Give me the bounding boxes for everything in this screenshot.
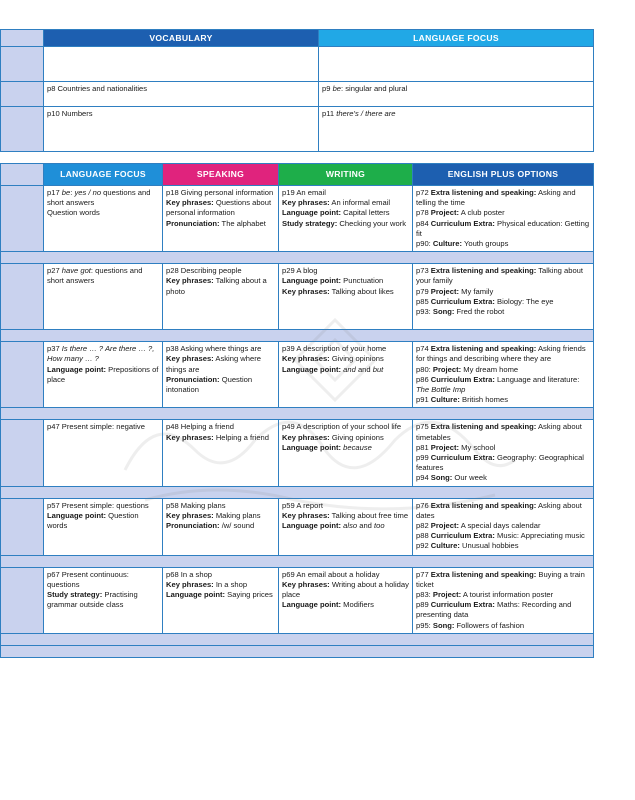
language-focus-cell: p27 have got: questions and short answers bbox=[44, 264, 163, 330]
header-language-focus-top: LANGUAGE FOCUS bbox=[319, 30, 594, 47]
unit-label-blank bbox=[1, 186, 44, 252]
english-plus-cell: p77 Extra listening and speaking: Buying a train ticket p83: Project: A tourist information poster p89 Curriculum Extra: Maths: Recording and presenting data p95: Song: Followers of fashion bbox=[413, 567, 594, 633]
header-language-focus: LANGUAGE FOCUS bbox=[44, 164, 163, 186]
language-focus-cell: p11 there's / there are bbox=[319, 107, 594, 152]
header-writing: WRITING bbox=[279, 164, 413, 186]
english-plus-cell: p75 Extra listening and speaking: Asking about timetables p81 Project: My school p99 Curriculum Extra: Geography: Geographical features p94 Song: Our week bbox=[413, 420, 594, 486]
writing-cell: p29 A blog Language point: Punctuation Key phrases: Talking about likes bbox=[279, 264, 413, 330]
unit-label-blank bbox=[1, 498, 44, 555]
unit-label-blank bbox=[1, 420, 44, 486]
unit-row bbox=[1, 186, 594, 252]
unit-separator-band bbox=[1, 555, 594, 567]
speaking-cell: p18 Giving personal information Key phrases: Questions about personal information Pronunciation: The alphabet bbox=[163, 186, 279, 252]
main-header-blank bbox=[1, 164, 44, 186]
unit-row bbox=[1, 498, 594, 555]
unit-row bbox=[1, 342, 594, 408]
writing-cell: p39 A description of your home Key phrases: Giving opinions Language point: and and but bbox=[279, 342, 413, 408]
unit-label-blank bbox=[1, 264, 44, 330]
unit-separator-band bbox=[1, 645, 594, 657]
speaking-cell: p28 Describing people Key phrases: Talking about a photo bbox=[163, 264, 279, 330]
unit-label-blank bbox=[1, 342, 44, 408]
speaking-cell: p68 In a shop Key phrases: In a shop Language point: Saying prices bbox=[163, 567, 279, 633]
unit-separator-band bbox=[1, 252, 594, 264]
language-focus-cell: p47 Present simple: negative bbox=[44, 420, 163, 486]
writing-cell: p19 An email Key phrases: An informal email Language point: Capital letters Study strategy: Checking your work bbox=[279, 186, 413, 252]
unit-row bbox=[1, 567, 594, 633]
top-contents-table bbox=[0, 29, 594, 152]
language-focus-cell: p57 Present simple: questions Language point: Question words bbox=[44, 498, 163, 555]
unit-separator-band bbox=[1, 330, 594, 342]
english-plus-cell: p73 Extra listening and speaking: Talking about your family p79 Project: My family p85 Curriculum Extra: Biology: The eye p93: Song: Fred the robot bbox=[413, 264, 594, 330]
unit-row bbox=[1, 264, 594, 330]
header-english-plus-options: ENGLISH PLUS OPTIONS bbox=[413, 164, 594, 186]
row-label-blank bbox=[1, 47, 44, 82]
writing-cell: p59 A report Key phrases: Talking about free time Language point: also and too bbox=[279, 498, 413, 555]
language-focus-cell: p67 Present continuous: questions Study strategy: Practising grammar outside class bbox=[44, 567, 163, 633]
unit-row bbox=[1, 420, 594, 486]
unit-separator-band bbox=[1, 633, 594, 645]
writing-cell: p49 A description of your school life Key phrases: Giving opinions Language point: because bbox=[279, 420, 413, 486]
header-speaking: SPEAKING bbox=[163, 164, 279, 186]
vocabulary-cell: p10 Numbers bbox=[44, 107, 319, 152]
english-plus-cell: p76 Extra listening and speaking: Asking about dates p82 Project: A special days calendar p88 Curriculum Extra: Music: Appreciating music p92 Culture: Unusual hobbies bbox=[413, 498, 594, 555]
language-focus-cell: p37 Is there … ? Are there … ?, How many … ? Language point: Prepositions of place bbox=[44, 342, 163, 408]
speaking-cell: p38 Asking where things are Key phrases: Asking where things are Pronunciation: Question intonation bbox=[163, 342, 279, 408]
vocabulary-cell: p8 Countries and nationalities bbox=[44, 82, 319, 107]
writing-cell: p69 An email about a holiday Key phrases: Writing about a holiday place Language point: Modifiers bbox=[279, 567, 413, 633]
unit-label-blank bbox=[1, 567, 44, 633]
english-plus-cell: p74 Extra listening and speaking: Asking friends for things and describing where they are p80: Project: My dream home p86 Curriculum Extra: Language and literature: The Bottle Imp p91 Culture: British homes bbox=[413, 342, 594, 408]
main-contents-table bbox=[0, 163, 594, 658]
language-focus-cell: p17 be: yes / no questions and short answers Question words bbox=[44, 186, 163, 252]
row-label-blank bbox=[1, 82, 44, 107]
row-label-blank bbox=[1, 107, 44, 152]
language-focus-cell: p9 be: singular and plural bbox=[319, 82, 594, 107]
speaking-cell: p48 Helping a friend Key phrases: Helping a friend bbox=[163, 420, 279, 486]
header-vocabulary: VOCABULARY bbox=[44, 30, 319, 47]
language-focus-cell bbox=[319, 47, 594, 82]
top-header-blank bbox=[1, 30, 44, 47]
vocabulary-cell bbox=[44, 47, 319, 82]
unit-separator-band bbox=[1, 408, 594, 420]
unit-separator-band bbox=[1, 486, 594, 498]
english-plus-cell: p72 Extra listening and speaking: Asking and telling the time p78 Project: A club poster p84 Curriculum Extra: Physical education: Getting fit p90: Culture: Youth groups bbox=[413, 186, 594, 252]
speaking-cell: p58 Making plans Key phrases: Making plans Pronunciation: /w/ sound bbox=[163, 498, 279, 555]
